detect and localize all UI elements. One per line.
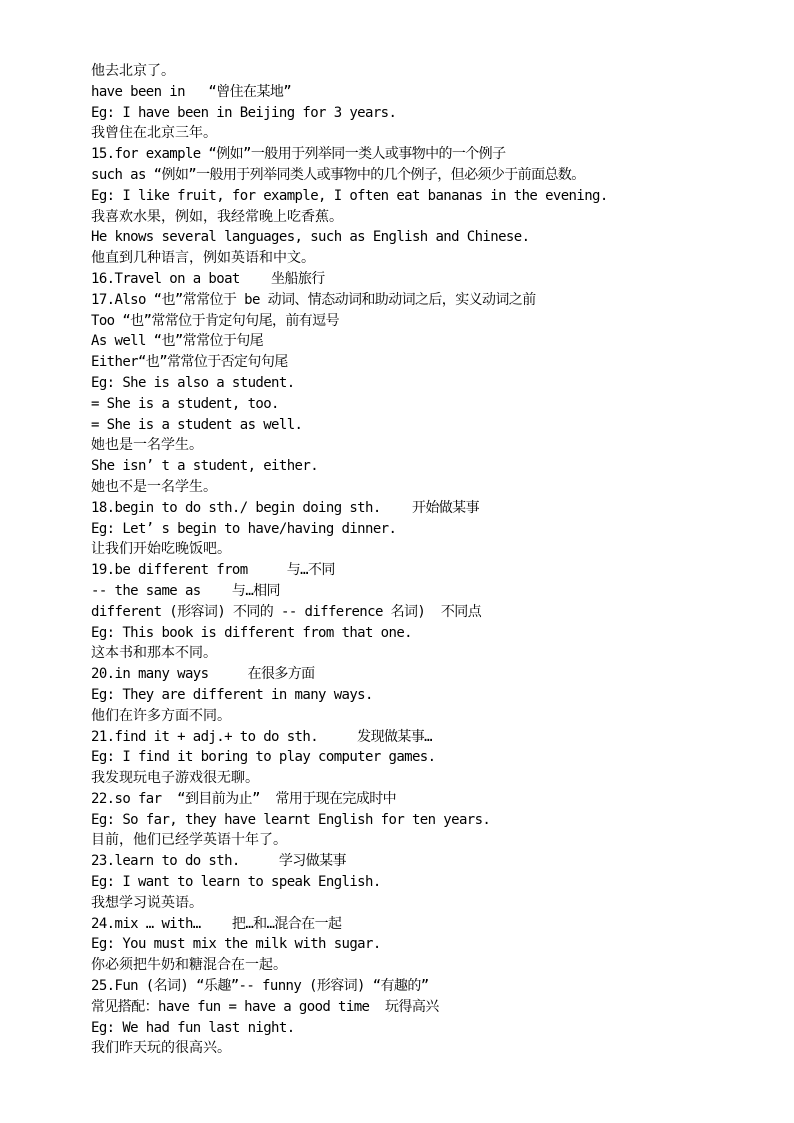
text-line: 目前，他们已经学英语十年了。	[91, 832, 287, 849]
text-line: 你必须把牛奶和糖混合在一起。	[91, 957, 287, 974]
text-line: Eg: I find it boring to play computer games.	[91, 749, 436, 766]
text-line: 我发现玩电子游戏很无聊。	[91, 770, 259, 787]
text-line: 他直到几种语言，例如英语和中文。	[91, 250, 315, 267]
text-line: have been in “曾住在某地”	[91, 83, 292, 100]
text-line: 我们昨天玩的很高兴。	[91, 1040, 231, 1057]
text-line: 23.learn to do sth. 学习做某事	[91, 853, 346, 870]
text-line: 他们在许多方面不同。	[91, 707, 231, 724]
text-line: 21.find it + adj.+ to do sth. 发现做某事…	[91, 728, 433, 745]
text-line: 15.for example “例如”一般用于列举同一类人或事物中的一个例子	[91, 146, 506, 163]
text-line: 她也是一名学生。	[91, 437, 203, 454]
text-line: 我喜欢水果，例如，我经常晚上吃香蕉。	[91, 208, 343, 225]
text-line: such as “例如”一般用于列举同类人或事物中的几个例子，但必须少于前面总数。	[91, 166, 585, 183]
text-line: She isn’ t a student, either.	[91, 458, 319, 475]
text-line: Eg: She is also a student.	[91, 374, 295, 391]
text-line: Eg: I want to learn to speak English.	[91, 874, 381, 891]
text-line: Eg: Let’ s begin to have/having dinner.	[91, 520, 397, 537]
text-line: 她也不是一名学生。	[91, 478, 217, 495]
text-line: Eg: So far, they have learnt English for ten years.	[91, 811, 491, 828]
text-line: 常见搭配：have fun = have a good time 玩得高兴	[91, 998, 439, 1015]
text-line: Eg: This book is different from that one.	[91, 624, 412, 641]
text-line: 20.in many ways 在很多方面	[91, 666, 315, 683]
text-line: -- the same as 与…相同	[91, 582, 280, 599]
text-line: 25.Fun (名词) “乐趣”-- funny (形容词) “有趣的”	[91, 978, 429, 995]
text-line: 他去北京了。	[91, 63, 175, 79]
text-line: Eg: I have been in Beijing for 3 years.	[91, 104, 397, 121]
text-line: Either“也”常常位于否定句句尾	[91, 354, 288, 371]
text-line: = She is a student, too.	[91, 395, 279, 412]
text-line: 16.Travel on a boat 坐船旅行	[91, 270, 325, 287]
text-line: 这本书和那本不同。	[91, 645, 217, 662]
document-body	[91, 61, 771, 1059]
text-line: Eg: You must mix the milk with sugar.	[91, 936, 381, 953]
text-line: As well “也”常常位于句尾	[91, 333, 264, 350]
text-line: Eg: They are different in many ways.	[91, 686, 373, 703]
text-line: 17.Also “也”常常位于 be 动词、情态动词和助动词之后，实义动词之前	[91, 291, 536, 308]
text-line: 19.be different from 与…不同	[91, 562, 335, 579]
text-line: Eg: I like fruit, for example, I often eat bananas in the evening.	[91, 187, 608, 204]
text-line: 我想学习说英语。	[91, 894, 203, 911]
text-line: Eg: We had fun last night.	[91, 1019, 295, 1036]
text-line: 18.begin to do sth./ begin doing sth. 开始做某事	[91, 499, 479, 516]
text-line: 24.mix … with… 把…和…混合在一起	[91, 915, 342, 932]
text-line: different (形容词) 不同的 -- difference 名词) 不同点	[91, 603, 482, 620]
text-line: 让我们开始吃晚饭吧。	[91, 541, 231, 558]
text-line: 我曾住在北京三年。	[91, 125, 217, 142]
text-line: He knows several languages, such as English and Chinese.	[91, 229, 530, 246]
text-line: 22.so far “到目前为止” 常用于现在完成时中	[91, 790, 397, 807]
text-line: Too “也”常常位于肯定句句尾，前有逗号	[91, 312, 339, 329]
text-line: = She is a student as well.	[91, 416, 303, 433]
